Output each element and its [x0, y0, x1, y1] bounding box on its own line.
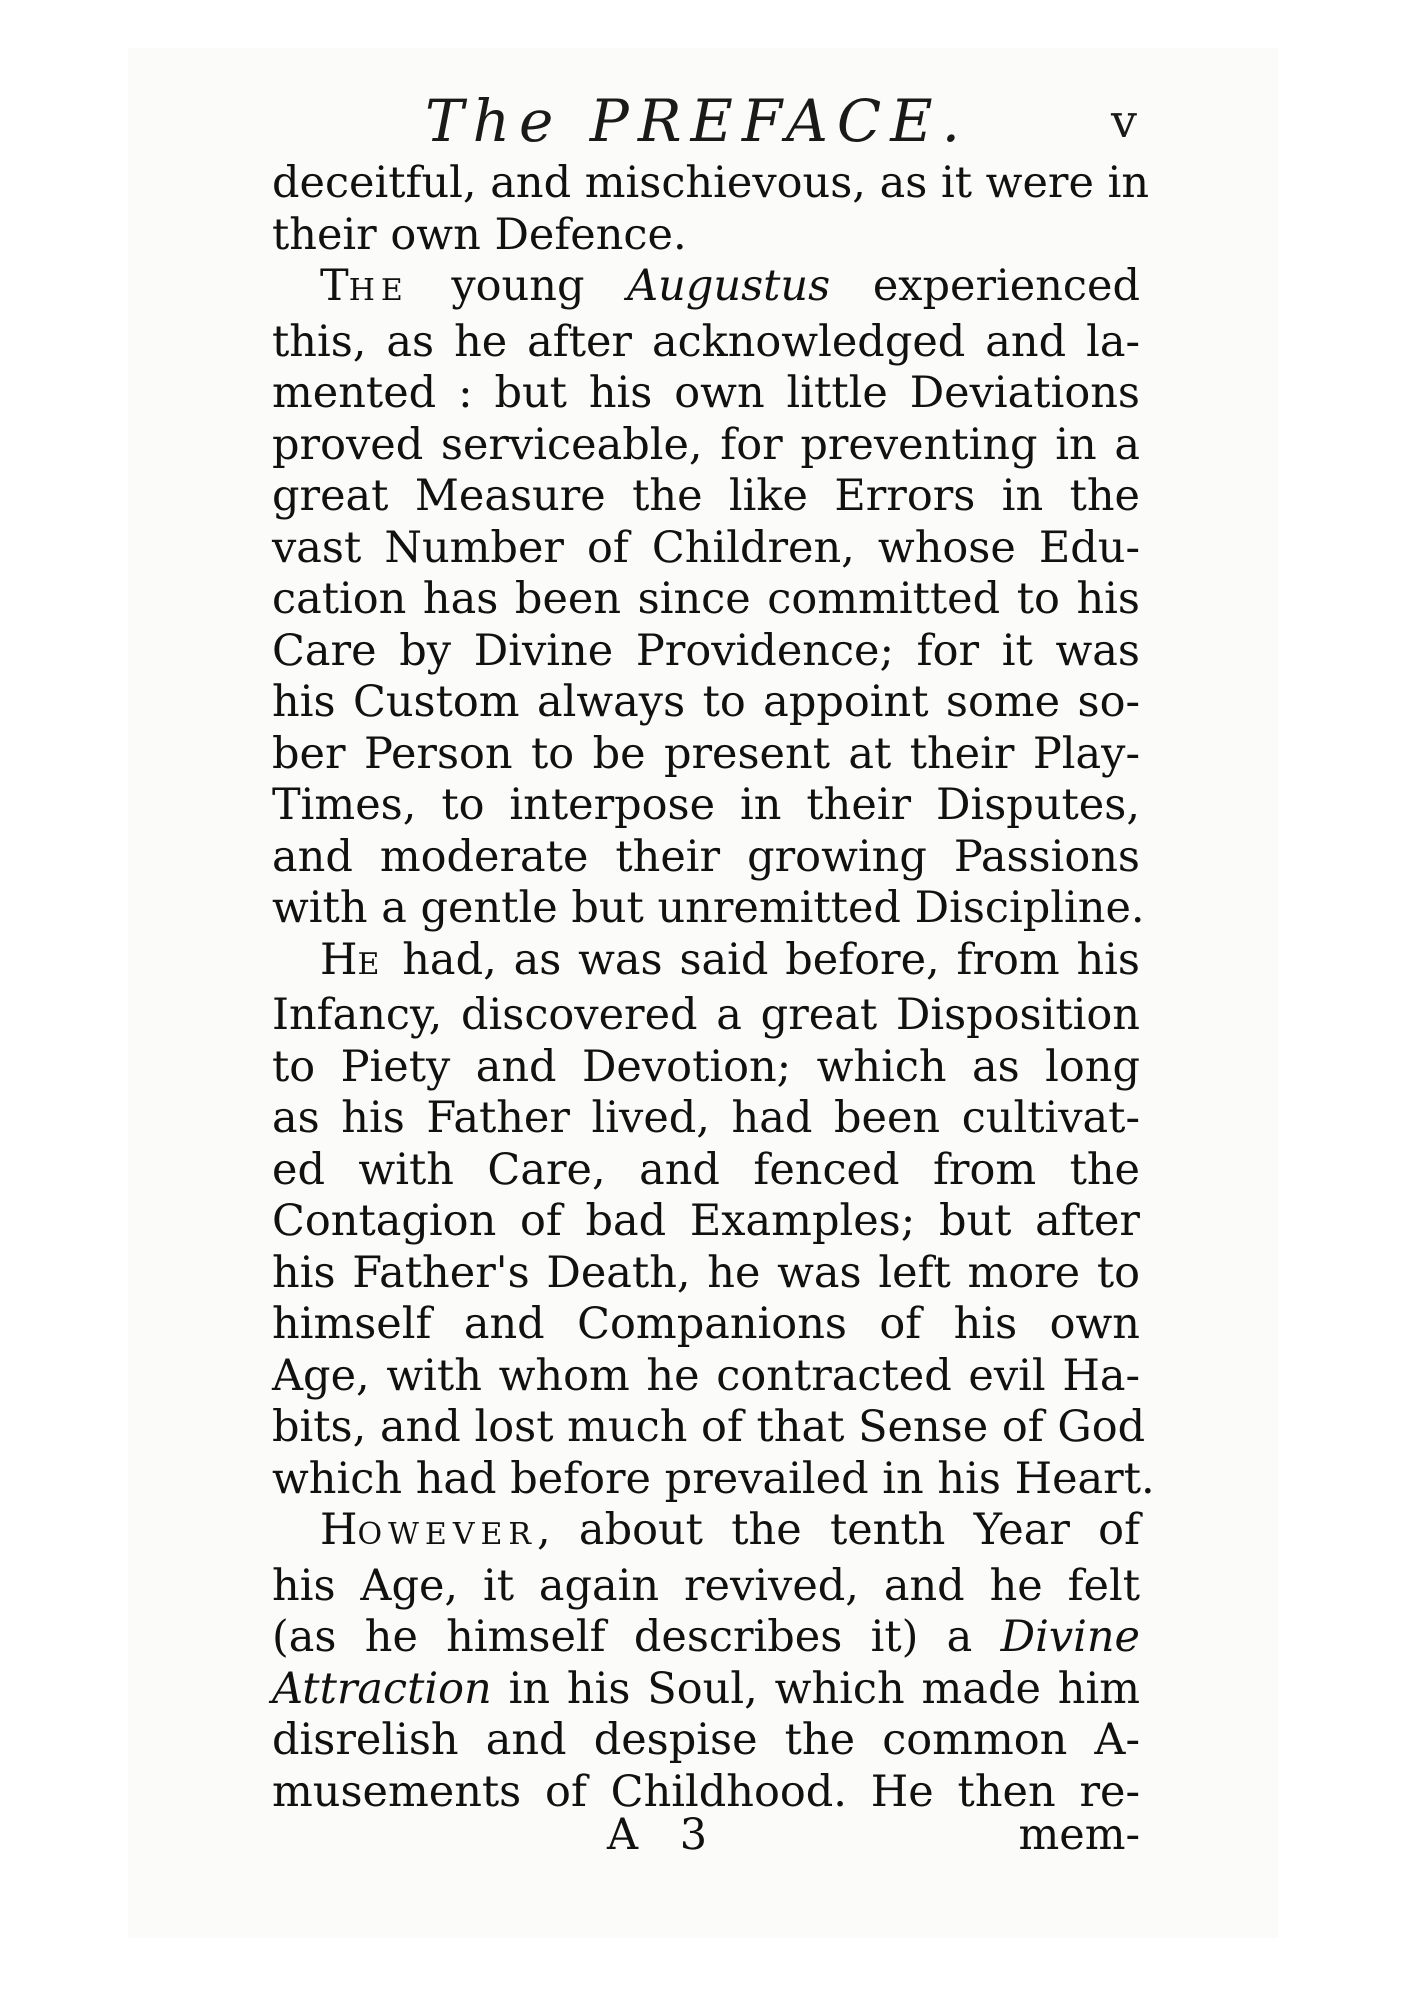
text-line: bits, and lost much of that Sense of God: [272, 1402, 1146, 1452]
page-title: The PREFACE.: [425, 87, 970, 155]
text-line: cation has been since committed to his: [272, 574, 1140, 624]
italic-name: Augustus: [627, 261, 831, 311]
italic-phrase: Attraction: [272, 1663, 492, 1714]
text-line: HE had, as was said before, from his: [320, 934, 1140, 985]
page-footer: [272, 1810, 1140, 1866]
drop-word: HE: [320, 934, 386, 985]
text-line: ed with Care, and fenced from the: [272, 1144, 1140, 1195]
text-line: himself and Companions of his own: [272, 1299, 1140, 1349]
text-line: his Custom always to appoint some so-: [272, 677, 1140, 727]
text-line: mented : but his own little Deviations: [272, 368, 1140, 418]
text-line: deceitful, and mischievous, as it were in: [272, 158, 1150, 208]
running-head: [275, 86, 1137, 156]
drop-word: THE: [320, 261, 409, 311]
text-line: which had before prevailed in his Heart.: [272, 1453, 1155, 1504]
text-line: Times, to interpose in their Disputes,: [272, 780, 1140, 830]
text-line: Contagion of bad Examples; but after: [272, 1196, 1140, 1246]
text-line: his Father's Death, he was left more to: [272, 1247, 1140, 1298]
text-line: as his Father lived, had been cultivat-: [272, 1093, 1140, 1143]
text-line: proved serviceable, for preventing in a: [272, 419, 1140, 470]
text-line: Infancy, discovered a great Disposition: [272, 990, 1140, 1040]
text-line: with a gentle but unremitted Discipline.: [272, 883, 1145, 933]
text-line: to Piety and Devotion; which as long: [272, 1041, 1140, 1092]
text-line: great Measure the like Errors in the: [272, 471, 1140, 521]
text-line: vast Number of Children, whose Edu-: [272, 522, 1140, 573]
drop-word: HOWEVER: [320, 1505, 537, 1555]
signature-mark: A 3: [607, 1810, 722, 1860]
text-line: their own Defence.: [272, 209, 687, 260]
catchword: mem-: [1018, 1810, 1140, 1860]
text-line: HOWEVER, about the tenth Year of: [320, 1505, 1140, 1555]
text-line: Attraction in his Soul, which made him: [272, 1663, 1140, 1714]
text-line: and moderate their growing Passions: [272, 831, 1140, 882]
text-line: his Age, it again revived, and he felt: [272, 1560, 1140, 1611]
text-line: Care by Divine Providence; for it was: [272, 625, 1140, 676]
text-line: (as he himself describes it) a Divine: [272, 1612, 1141, 1662]
text-line: THE young Augustus experienced: [320, 261, 1140, 311]
italic-phrase: Divine: [1000, 1612, 1141, 1662]
text-line: musements of Childhood. He then re-: [272, 1766, 1140, 1817]
page-number: v: [1111, 94, 1137, 148]
text-line: this, as he after acknowledged and la-: [272, 316, 1140, 367]
body-text: [272, 158, 1155, 1818]
text-line: disrelish and despise the common A-: [272, 1715, 1140, 1765]
text-line: ber Person to be present at their Play-: [272, 728, 1140, 779]
text-line: Age, with whom he contracted evil Ha-: [272, 1350, 1140, 1401]
